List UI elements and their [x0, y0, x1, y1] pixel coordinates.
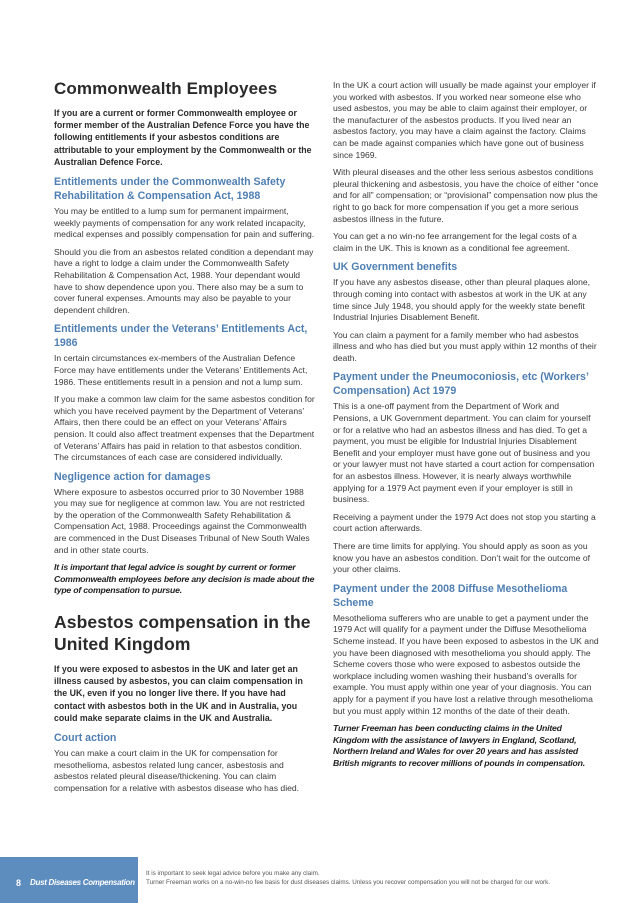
page-footer: [0, 857, 638, 903]
footer-note-line-2: Turner Freeman works on a no-win-no fee basis for dust diseases claims. Unless you recover compensation you will not be charged for our work.: [146, 879, 550, 887]
negligence-emphasis: It is important that legal advice is sought by current or former Commonwealth employees before any decision is made about the type of compensation to pursue.: [54, 562, 315, 596]
footer-band: [0, 857, 138, 903]
veterans-heading: Entitlements under the Veterans’ Entitlements Act, 1986: [54, 323, 308, 350]
negligence-heading: Negligence action for damages: [54, 470, 211, 483]
uk-court-paragraph-2: With pleural diseases and the other less serious asbestos conditions pleural thickening and asbestosis, you have the choice of either “once and for all” compensation; or “provisional” compensation now plus the right to go back for more compensation if you get a more serious asbestos illness in the future.: [333, 167, 599, 224]
court-action-paragraph-1: You can make a court claim in the UK for compensation for mesothelioma, asbestos related lung cancer, asbestosis and asbestos related pleural disease/thickening. You can claim compensation for a relative with asbestos disease who has died.: [54, 748, 300, 793]
footer-note: [146, 869, 632, 887]
left-column: [54, 78, 316, 800]
court-action-heading: Court action: [54, 732, 117, 745]
srca-paragraph-2: Should you die from an asbestos related condition a dependant may have a right to lodge a claim under the Commonwealth Safety Rehabilitation & Compensation Act, 1988. Your dependant would have to show dependence upon you. There also may be a sum to cover funeral expenses. Amounts may also be payable to your dependent children.: [54, 246, 314, 315]
srca-heading: Entitlements under the Commonwealth Safety Rehabilitation & Compensation Act, 1988: [54, 176, 286, 203]
uk-court-paragraph-3: You can get a no win-no fee arrangement for the legal costs of a claim in the UK. This is known as a conditional fee agreement.: [333, 231, 577, 253]
right-column: [333, 80, 599, 776]
publication-title: Dust Diseases Compensation: [30, 878, 135, 887]
commonwealth-lead: If you are a current or former Commonwealth employee or former member of the Australian Defence Force you have the following entitlements if your asbestos conditions are attributable to your employment by the Commonwealth or the Australian Defence Force.: [54, 108, 312, 167]
srca-paragraph-1: You may be entitled to a lump sum for permanent impairment, weekly payments of compensation for any work related incapacity, medical expenses and possibly compensation for pain and suffering.: [54, 206, 315, 240]
turner-freeman-emphasis: Turner Freeman has been conducting claims in the United Kingdom with the assistance of lawyers in England, Scotland, Northern Ireland and Wales for over 20 years and has assisted British migrants to recover millions of pounds in compensation.: [333, 723, 585, 768]
veterans-paragraph-1: In certain circumstances ex-members of the Australian Defence Force may have entitlements under the Veterans’ Entitlements Act, 1986. These entitlements result in a pension and not a lump sum.: [54, 353, 308, 387]
veterans-paragraph-2: If you make a common law claim for the same asbestos condition for which you have received payment by the Department of Veterans’ Affairs, then there could be an effect on your Veterans’ Affairs pension. It could also affect treatment expenses that the Department of Veterans’ Affairs has paid in relation to that asbestos condition. The circumstances of each case are considered individually.: [54, 394, 315, 463]
uk-government-benefits-heading: UK Government benefits: [333, 261, 458, 274]
mesothelioma-paragraph-1: Mesothelioma sufferers who are unable to get a payment under the 1979 Act will qualify for a payment under the Diffuse Mesothelioma Scheme instead. If you have been exposed to asbestos in the UK and you have been diagnosed with mesothelioma you should apply. The Scheme covers those who were exposed to asbestos outside the workplace including women washing their husband’s overalls for example. You must apply within one year of your diagnosis. You can apply for a payment if you have lost a relative through mesothelioma but you must apply within 12 months of the date of their death.: [333, 612, 599, 716]
negligence-paragraph-1: Where exposure to asbestos occurred prior to 30 November 1988 you may sue for negligence at common law. You are not restricted by the operation of the Commonwealth Safety Rehabilitation & Compensation Act, 1988. Proceedings against the Commonwealth are commenced in the Dust Diseases Tribunal of New South Wales and in other state courts.: [54, 486, 310, 555]
commonwealth-title: Commonwealth Employees: [54, 79, 278, 98]
uk-title: Asbestos compensation in the United Kingdom: [54, 612, 311, 655]
pneumoconiosis-paragraph-2: Receiving a payment under the 1979 Act does not stop you starting a court action afterwards.: [333, 511, 596, 534]
mesothelioma-scheme-heading: Payment under the 2008 Diffuse Mesothelioma Scheme: [333, 582, 568, 609]
pneumoconiosis-heading: Payment under the Pneumoconiosis, etc (Workers’ Compensation) Act 1979: [333, 371, 589, 398]
footer-note-line-1: It is important to seek legal advice before you make any claim.: [146, 870, 320, 877]
uk-government-paragraph-2: You can claim a payment for a family member who had asbestos illness and who has died but you must apply within 12 months of their death.: [333, 329, 597, 363]
uk-court-paragraph-1: In the UK a court action will usually be made against your employer if you worked with asbestos. If you worked near someone else who used asbestos, you may be able to claim against their employer, or the manufacturer of the asbestos products. If you lived near an asbestos factory, you may have a claim against the factory. Claims can be made against companies which have gone out of business since 1969.: [333, 80, 596, 160]
page-number: 8: [16, 878, 22, 888]
pneumoconiosis-paragraph-3: There are time limits for applying. You should apply as soon as you know you have an asbestos condition. Don’t wait for the outcome of your other claims.: [333, 541, 591, 575]
uk-lead: If you were exposed to asbestos in the UK and later get an illness caused by asbestos, you can claim compensation in the UK, even if you no longer live there. If you have had contact with asbestos both in the UK and in Australia, you could make separate claims in the UK and Australia.: [54, 664, 303, 723]
pneumoconiosis-paragraph-1: This is a one-off payment from the Department of Work and Pensions, a UK Government department. You can claim for yourself or for a relative who had an asbestos illness and has died. To get a payment, you must be eligible for Industrial Injuries Disablement Benefit and your employer must have gone out of business and you or your lawyer must not have started a court action for compensation for an asbestos illness. However, it is nearly always worthwhile applying for a 1979 Act payment even if your employer is still in business.: [333, 401, 595, 505]
uk-government-paragraph-1: If you have any asbestos disease, other than pleural plaques alone, through coming into contact with asbestos at work in the UK at any time since July 1948, you should apply for the weekly state benefit Industrial Injuries Disablement Benefit.: [333, 277, 591, 323]
